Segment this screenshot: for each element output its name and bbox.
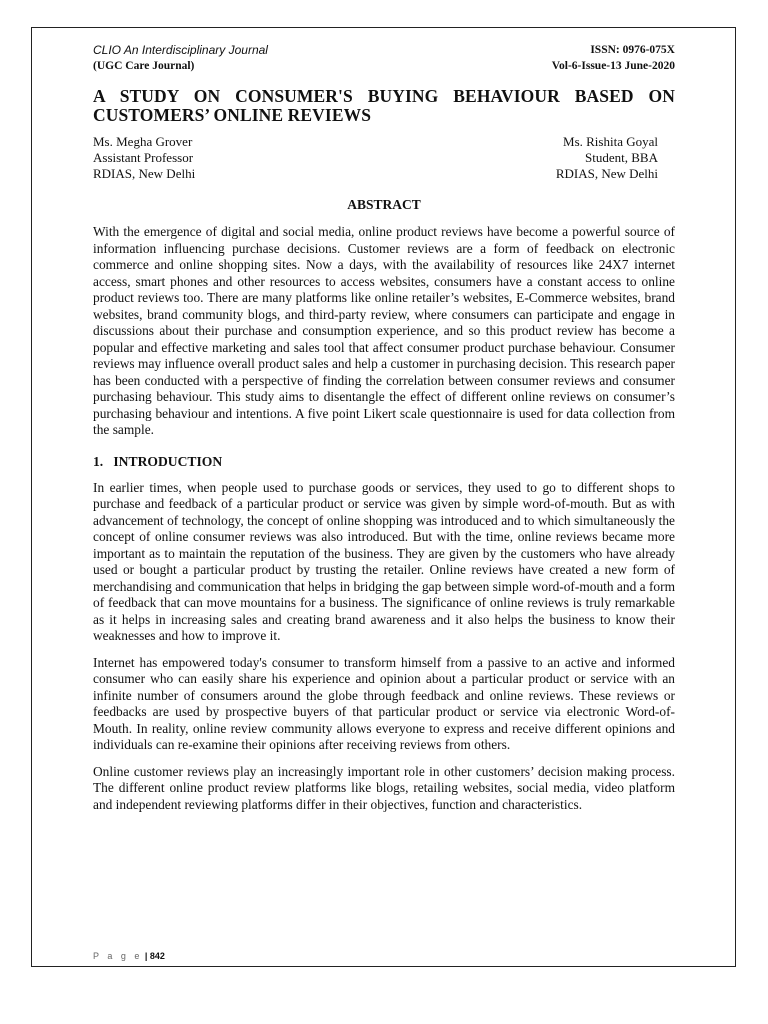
intro-paragraph-3: Online customer reviews play an increasingly important role in other customers’ decision making process. The different online product review platforms like blogs, retailing websites, social media, video platform and independent reviewing platforms differ in their objectives, function and characteristics. [93, 763, 675, 812]
author-role: Student, BBA [585, 150, 658, 165]
header-right [552, 42, 675, 74]
intro-paragraph-2: Internet has empowered today's consumer to transform himself from a passive to an active and informed consumer who can easily share his experience and opinion about a particular product or service with an infinite number of consumers around the globe through feedback and online reviews. These reviews or feedbacks are used by prospective buyers of that particular product or service via electronic Word-of-Mouth. In reality, online review community allows everyone to express and receive different opinions and individuals can re-examine their opinions after receiving reviews from others. [93, 654, 675, 752]
issn: ISSN: 0976-075X [590, 44, 675, 56]
author-role: Assistant Professor [93, 150, 194, 165]
section-heading-introduction: 1. INTRODUCTION [93, 453, 223, 469]
author-affiliation: RDIAS, New Delhi [555, 166, 658, 181]
author-2 [556, 134, 675, 182]
abstract-text: With the emergence of digital and social media, online product reviews have become a powerful source of information influencing purchase decisions. Customer reviews are a form of feedback on electronic commerce and online shopping sites. Now a days, with the availability of resources like 24X7 internet access, smart phones and other resources to access websites, consumers have a constant access to online product reviews too. There are many platforms like online retailer’s websites, E-Commerce websites, brand websites, brand community blogs, and third-party review, where consumers can participate and engage in discussions about their purchase and consumption experience, and so this product review has become a popular and effective marketing and sales tool that affect consumer product purchase behaviour. Consumer reviews may influence overall product sales and help a customer in purchasing decision. This research paper has been conducted with a perspective of finding the correlation between consumer reviews and consumer purchasing behaviour. This study aims to disentangle the effect of different online reviews on consumer’s purchasing behaviour and intentions. A five point Likert scale questionnaire is used for data collection from the sample. [93, 224, 675, 437]
author-name: Ms. Rishita Goyal [563, 134, 658, 149]
author-affiliation: RDIAS, New Delhi [93, 166, 196, 181]
page-label: P a g e [93, 951, 143, 961]
running-header [93, 42, 675, 74]
abstract-heading: ABSTRACT [347, 197, 421, 212]
volume-issue: Vol-6-Issue-13 June-2020 [551, 60, 675, 72]
author-1 [93, 134, 195, 182]
ugc-label: (UGC Care Journal) [93, 60, 195, 72]
page-content [93, 42, 675, 813]
author-name: Ms. Megha Grover [93, 134, 193, 149]
authors-block [93, 134, 675, 182]
header-left [93, 42, 268, 74]
intro-paragraph-1: In earlier times, when people used to purchase goods or services, they used to go to different shops to purchase and feedback of a particular product or service was given by simple word-of-mouth. But as with advancement of technology, the concept of online shopping was introduced and to which simultaneously the concept of online consumer reviews was also introduced. But with the time, online reviews became more important as to maintain the reputation of the business. They are given by the customers who have already used or bought a particular product by trusting the retailer. Online reviews have created a new form of merchandising and communication that helps in bridging the gap between simple word-of-mouth and a form of feedback that can move mountains for a business. The significance of online reviews is truly remarkable as it helps in increasing sales and creating brand awareness and it also helps the business to know their weaknesses and how to improve it. [93, 479, 675, 643]
journal-name: CLIO An Interdisciplinary Journal [93, 43, 268, 57]
page-number: | 842 [144, 951, 165, 961]
page-footer [93, 951, 165, 961]
paper-title: A STUDY ON CONSUMER'S BUYING BEHAVIOUR BASED ON CUSTOMERS’ ONLINE REVIEWS [93, 86, 675, 125]
